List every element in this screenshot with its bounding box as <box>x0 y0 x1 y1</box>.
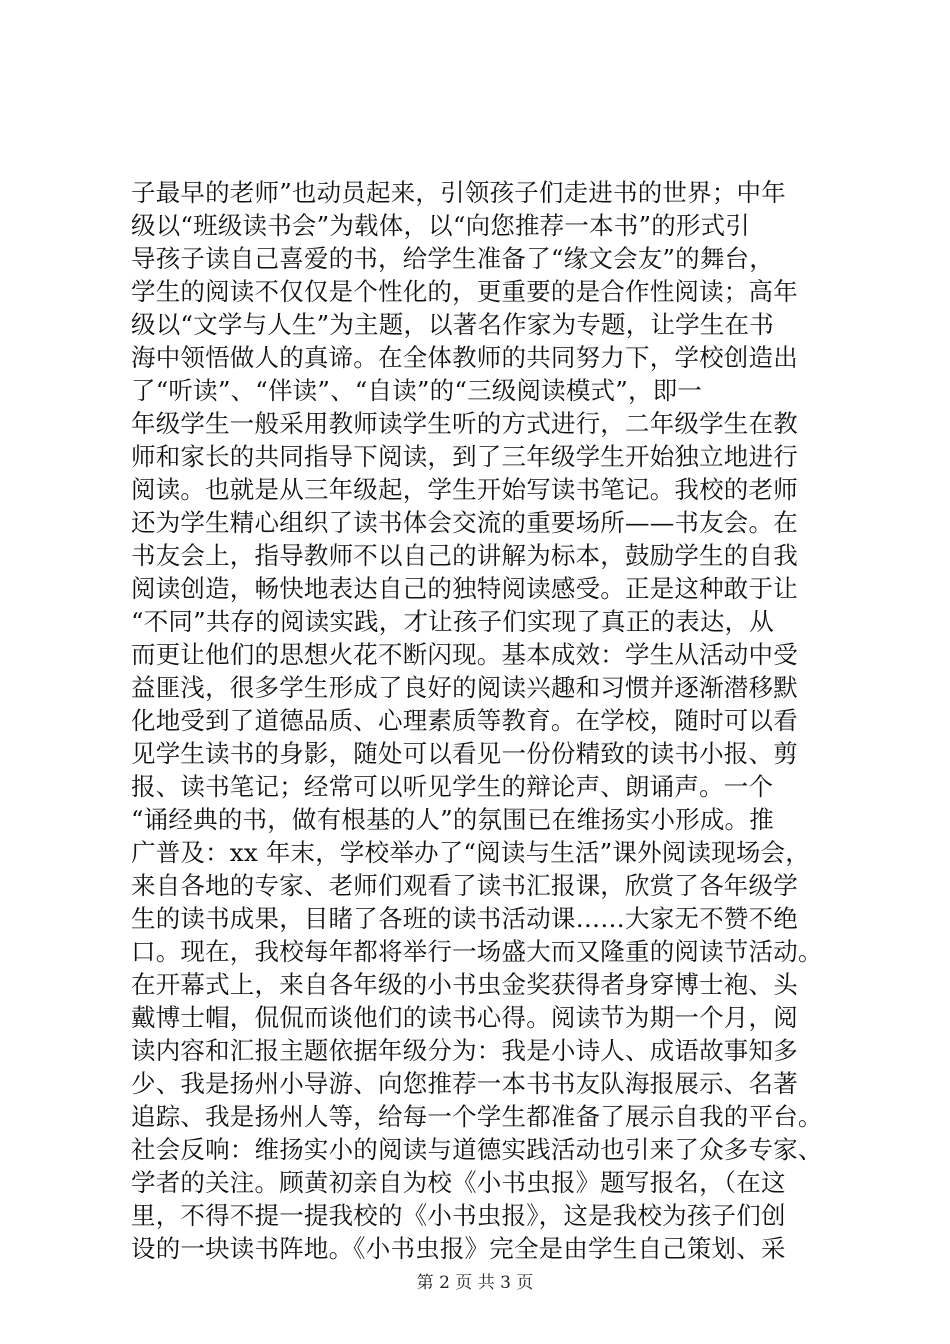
text-line: 化地受到了道德品质、心理素质等教育。在学校，随时可以看 <box>131 706 798 735</box>
text-line: 学者的关注。顾黄初亲自为校《小书虫报》题写报名，（在这 <box>131 1168 786 1197</box>
text-line: 师和家长的共同指导下阅读，到了三年级学生开始独立地进行 <box>131 442 798 471</box>
text-line: “诵经典的书，做有根基的人”的氛围已在维扬实小形成。推 <box>131 805 774 834</box>
text-line: 阅读创造，畅快地表达自己的独特阅读感受。正是这种敢于让 <box>131 574 798 603</box>
text-line: 级以“班级读书会”为载体，以“向您推荐一本书”的形式引 <box>131 211 750 240</box>
text-line: 学生的阅读不仅仅是个性化的，更重要的是合作性阅读；高年 <box>131 277 798 306</box>
text-line: 海中领悟做人的真谛。在全体教师的共同努力下，学校创造出 <box>131 343 798 372</box>
text-line: 戴博士帽，侃侃而谈他们的读书心得。阅读节为期一个月，阅 <box>131 1003 798 1032</box>
text-line: 少、我是扬州小导游、向您推荐一本书书友队海报展示、名著 <box>131 1069 798 1098</box>
text-line: “不同”共存的阅读实践，才让孩子们实现了真正的表达，从 <box>131 607 774 636</box>
text-line: 读内容和汇报主题依据年级分为：我是小诗人、成语故事知多 <box>131 1036 798 1065</box>
text-line: 导孩子读自己喜爱的书，给学生准备了“缘文会友”的舞台， <box>131 244 774 273</box>
text-line: 报、读书笔记；经常可以听见学生的辩论声、朗诵声。一个 <box>131 772 774 801</box>
text-line: 子最早的老师”也动员起来，引领孩子们走进书的世界；中年 <box>131 178 786 207</box>
text-line: 而更让他们的思想火花不断闪现。基本成效：学生从活动中受 <box>131 640 798 669</box>
text-line: 书友会上，指导教师不以自己的讲解为标本，鼓励学生的自我 <box>131 541 798 570</box>
body-text <box>131 176 861 1265</box>
text-line: 设的一块读书阵地。《小书虫报》完全是由学生自己策划、采 <box>131 1234 786 1263</box>
text-line: 了“听读”、“伴读”、“自读”的“三级阅读模式”，即一 <box>131 376 703 405</box>
page-footer: 第 2 页 共 3 页 <box>416 1273 534 1293</box>
text-line: 年级学生一般采用教师读学生听的方式进行，二年级学生在教 <box>131 409 798 438</box>
text-line: 阅读。也就是从三年级起，学生开始写读书笔记。我校的老师 <box>131 475 798 504</box>
text-line: 益匪浅，很多学生形成了良好的阅读兴趣和习惯并逐渐潜移默 <box>131 673 798 702</box>
text-line: 级以“文学与人生”为主题，以著名作家为专题，让学生在书 <box>131 310 774 339</box>
text-line: 还为学生精心组织了读书体会交流的重要场所——书友会。在 <box>131 508 798 537</box>
text-line: 社会反响：维扬实小的阅读与道德实践活动也引来了众多专家、 <box>131 1135 823 1164</box>
text-line: 见学生读书的身影，随处可以看见一份份精致的读书小报、剪 <box>131 739 798 768</box>
text-line: 里，不得不提一提我校的《小书虫报》，这是我校为孩子们创 <box>131 1201 786 1230</box>
text-line: 在开幕式上，来自各年级的小书虫金奖获得者身穿博士袍、头 <box>131 970 798 999</box>
text-line: 口。现在，我校每年都将举行一场盛大而又隆重的阅读节活动。 <box>131 937 823 966</box>
text-line: 来自各地的专家、老师们观看了读书汇报课，欣赏了各年级学 <box>131 871 798 900</box>
text-line: 广普及：xx 年末，学校举办了“阅读与生活”课外阅读现场会， <box>131 838 810 867</box>
text-line: 追踪、我是扬州人等，给每一个学生都准备了展示自我的平台。 <box>131 1102 823 1131</box>
text-line: 生的读书成果，目睹了各班的读书活动课……大家无不赞不绝 <box>131 904 798 933</box>
